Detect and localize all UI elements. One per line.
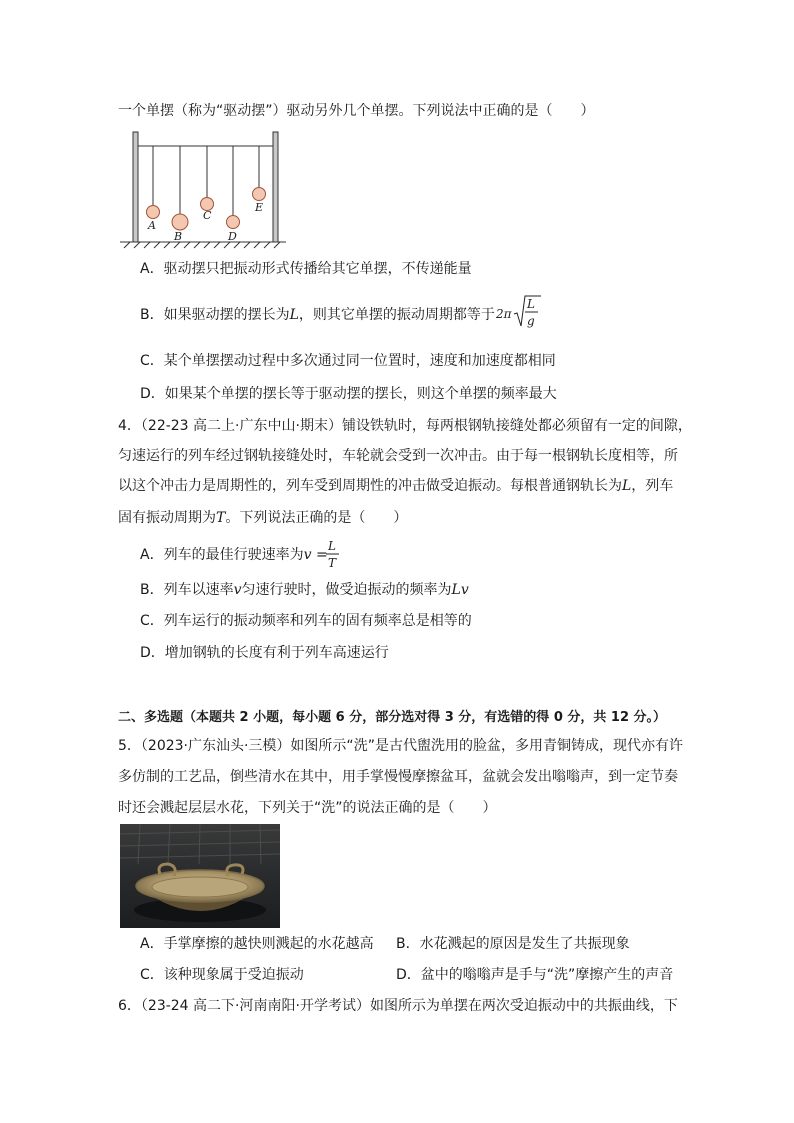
label-c: C — [203, 209, 212, 222]
q4-line3-var: L — [622, 478, 632, 494]
q4-option-c: C．列车运行的振动频率和列车的固有频率总是相等的 — [140, 613, 472, 629]
q4-line4-var: T — [216, 510, 226, 526]
q4-option-a — [140, 545, 328, 565]
q4-option-a-text: A．列车的最佳行驶速率为 — [140, 547, 304, 563]
q5-option-b: B．水花溅起的原因是发生了共振现象 — [396, 936, 630, 952]
q5-option-d: D．盆中的嗡嗡声是手与“洗”摩擦产生的声音 — [396, 967, 674, 983]
label-b: B — [174, 230, 183, 243]
q5-option-c: C．该种现象属于受迫振动 — [140, 967, 304, 983]
speed-fraction — [324, 536, 342, 572]
fraction-den: T — [328, 556, 337, 570]
q4-stem-line-1: 4．（22-23 高二上·广东中山·期末）铺设铁轨时，每两根钢轨接缝处都必须留有一定的间隙， — [118, 418, 692, 434]
q4-option-b-end: Lv — [451, 582, 469, 598]
q4-stem-line-2: 匀速运行的列车经过钢轨接缝处时，车轮就会受到一次冲击。由于每一根钢轨长度相等，所 — [118, 448, 678, 464]
q6-stem-line-1: 6．（23-24 高二下·河南南阳·开学考试）如图所示为单摆在两次受迫振动中的共振曲线，下 — [118, 998, 678, 1014]
q3-option-a: A．驱动摆只把振动形式传播给其它单摆，不传递能量 — [140, 261, 472, 277]
q4-option-b-var: v — [233, 582, 242, 598]
q3-option-b — [140, 305, 495, 325]
bob-d — [227, 216, 240, 229]
q3-option-b-rest: ，则其它单摆的振动周期都等于 — [298, 307, 495, 323]
pendulum-figure — [118, 128, 288, 250]
fraction-num: L — [328, 539, 336, 553]
q5-stem-line-1: 5．（2023·广东汕头·三模）如图所示“洗”是古代盥洗用的脸盆，多用青铜铸成，现代亦有许 — [118, 738, 683, 754]
section-heading-multi-choice: 二、多选题（本题共 2 小题，每小题 6 分，部分选对得 3 分，有选错的得 0 分，共 12 分。） — [118, 710, 667, 725]
q5-stem-line-3: 时还会溅起层层水花，下列关于“洗”的说法正确的是（ ） — [118, 800, 497, 816]
q3-option-c: C．某个单摆摆动过程中多次通过同一位置时，速度和加速度都相同 — [140, 353, 556, 369]
q5-stem-line-2: 多仿制的工艺品，倒些清水在其中，用手掌慢慢摩擦盆耳，盆就会发出嗡嗡声，到一定节奏 — [118, 769, 678, 785]
q4-line3-end: ，列车 — [631, 478, 674, 494]
q4-option-b-text: B．列车以速率 — [140, 582, 234, 598]
label-a: A — [148, 219, 156, 232]
q4-option-a-lhs: v — [303, 547, 312, 563]
bronze-basin-photo — [120, 824, 280, 928]
q4-option-d: D．增加钢轨的长度有利于列车高速运行 — [140, 645, 389, 661]
bob-b — [172, 214, 188, 230]
q3-option-b-text: B．如果驱动摆的摆长为 — [140, 307, 290, 323]
period-formula — [495, 292, 545, 332]
q4-option-a-eq: = — [311, 547, 328, 563]
formula-num: L — [527, 297, 535, 311]
right-post — [273, 132, 278, 242]
q3-option-d: D．如果某个单摆的摆长等于驱动摆的摆长，则这个单摆的频率最大 — [140, 386, 557, 402]
label-d: D — [228, 230, 237, 243]
formula-coef: 2π — [496, 307, 512, 321]
q4-stem-line-3 — [118, 476, 673, 496]
q5-option-a: A．手掌摩擦的越快则溅起的水花越高 — [140, 936, 374, 952]
bob-a — [147, 206, 160, 219]
q4-line3-text: 以这个冲击力是周期性的，列车受到周期性的冲击做受迫振动。每根普通钢轨长为 — [118, 478, 622, 494]
q4-option-b — [140, 580, 469, 600]
q4-option-b-rest: 匀速行驶时，做受迫振动的频率为 — [241, 582, 452, 598]
label-e: E — [255, 201, 264, 214]
q3-stem: 一个单摆（称为“驱动摆”）驱动另外几个单摆。下列说法中正确的是（ ） — [118, 103, 595, 119]
bob-e — [253, 188, 266, 201]
q4-line4-end: 。下列说法正确的是（ ） — [225, 510, 408, 526]
q4-stem-line-4 — [118, 508, 407, 528]
q4-line4-text: 固有振动周期为 — [118, 510, 216, 526]
left-post — [133, 132, 138, 242]
formula-den: g — [527, 314, 535, 328]
ground-line — [120, 242, 286, 248]
q3-option-b-var: L — [289, 307, 299, 323]
